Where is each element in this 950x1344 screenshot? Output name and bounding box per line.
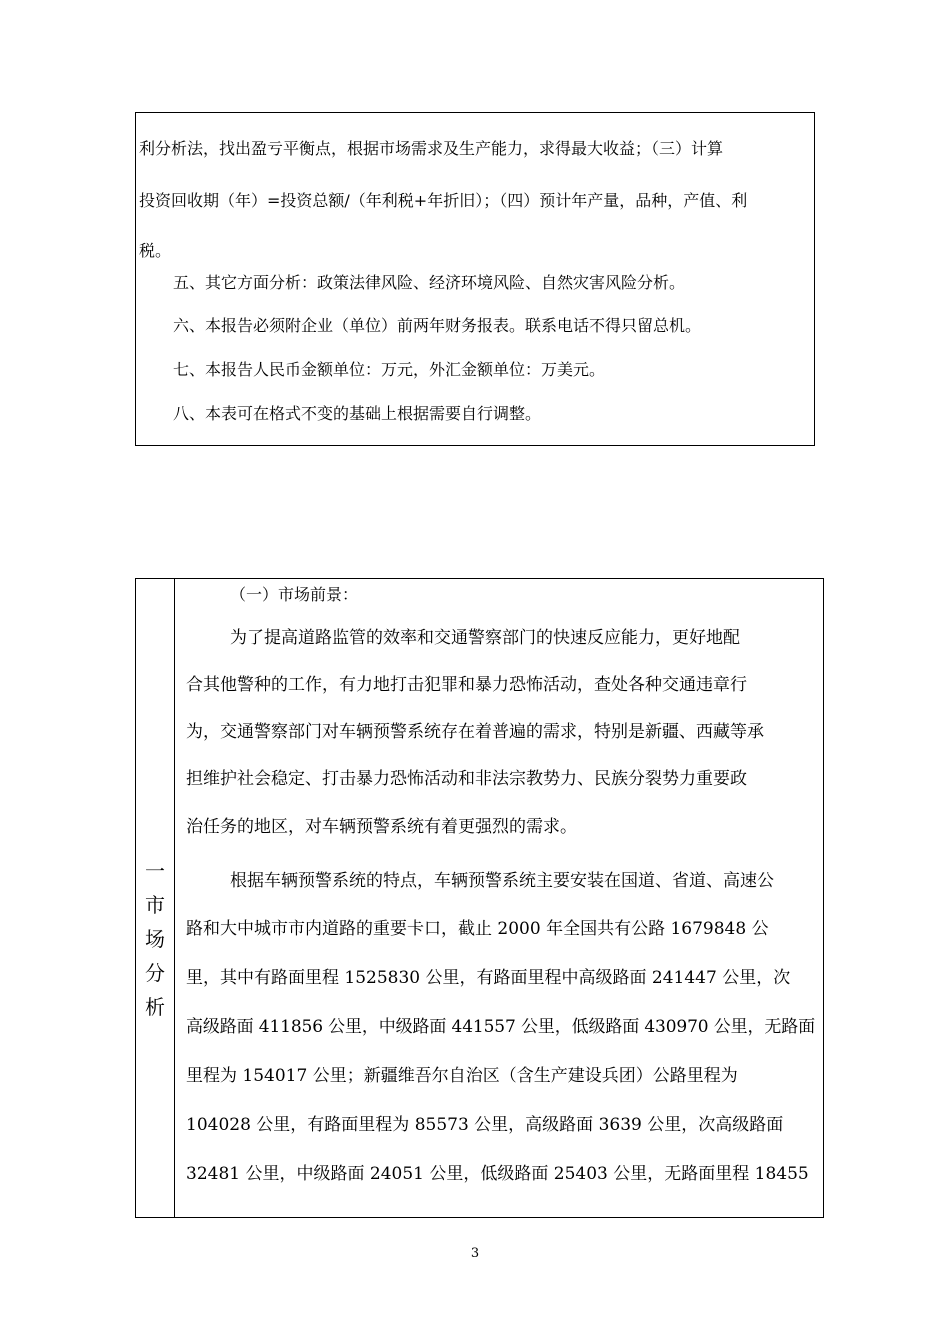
column-divider: [174, 579, 175, 1217]
body-line: 104028 公里，有路面里程为 85573 公里，高级路面 3639 公里，次高级路面: [186, 1115, 784, 1135]
section-label-char: 析: [145, 995, 165, 1019]
notes-item-6: 六、本报告必须附企业（单位）前两年财务报表。联系电话不得只留总机。: [173, 316, 702, 335]
section-label-char: 场: [145, 927, 165, 951]
body-line: 根据车辆预警系统的特点，车辆预警系统主要安装在国道、省道、高速公: [230, 871, 774, 891]
body-line: 治任务的地区，对车辆预警系统有着更强烈的需求。: [186, 817, 577, 837]
section-label-char: 市: [145, 893, 165, 917]
section-label-char: 一: [145, 859, 165, 883]
body-line: 担维护社会稳定、打击暴力恐怖活动和非法宗教势力、民族分裂势力重要政: [186, 769, 747, 789]
page-number: 3: [470, 1246, 480, 1261]
body-line: 里程为 154017 公里；新疆维吾尔自治区（含生产建设兵团）公路里程为: [186, 1066, 738, 1086]
body-line: 路和大中城市市内道路的重要卡口，截止 2000 年全国共有公路 1679848 公: [186, 919, 769, 939]
notes-item-5: 五、其它方面分析：政策法律风险、经济环境风险、自然灾害风险分析。: [173, 273, 686, 292]
notes-box: [135, 112, 815, 446]
notes-line: 投资回收期（年）=投资总额/（年利税+年折旧）；（四）预计年产量，品种，产值、利: [139, 191, 748, 210]
body-line: 为，交通警察部门对车辆预警系统存在着普遍的需求，特别是新疆、西藏等承: [186, 722, 764, 742]
body-line: 里，其中有路面里程 1525830 公里，有路面里程中高级路面 241447 公里，次: [186, 968, 791, 988]
notes-item-7: 七、本报告人民币金额单位：万元，外汇金额单位：万美元。: [173, 360, 606, 379]
body-line: 高级路面 411856 公里，中级路面 441557 公里，低级路面 430970 公里，无路面: [186, 1017, 815, 1037]
notes-line: 税。: [139, 241, 172, 260]
notes-item-8: 八、本表可在格式不变的基础上根据需要自行调整。: [173, 404, 542, 423]
subheading: （一）市场前景：: [230, 585, 359, 604]
body-line: 32481 公里，中级路面 24051 公里，低级路面 25403 公里，无路面里程 18455: [186, 1164, 809, 1184]
body-line: 合其他警种的工作，有力地打击犯罪和暴力恐怖活动，查处各种交通违章行: [186, 675, 747, 695]
market-analysis-table: [135, 578, 824, 1218]
body-line: 为了提高道路监管的效率和交通警察部门的快速反应能力，更好地配: [230, 628, 740, 648]
notes-line: 利分析法，找出盈亏平衡点，根据市场需求及生产能力，求得最大收益；（三）计算: [139, 139, 724, 158]
section-label-char: 分: [145, 961, 165, 985]
